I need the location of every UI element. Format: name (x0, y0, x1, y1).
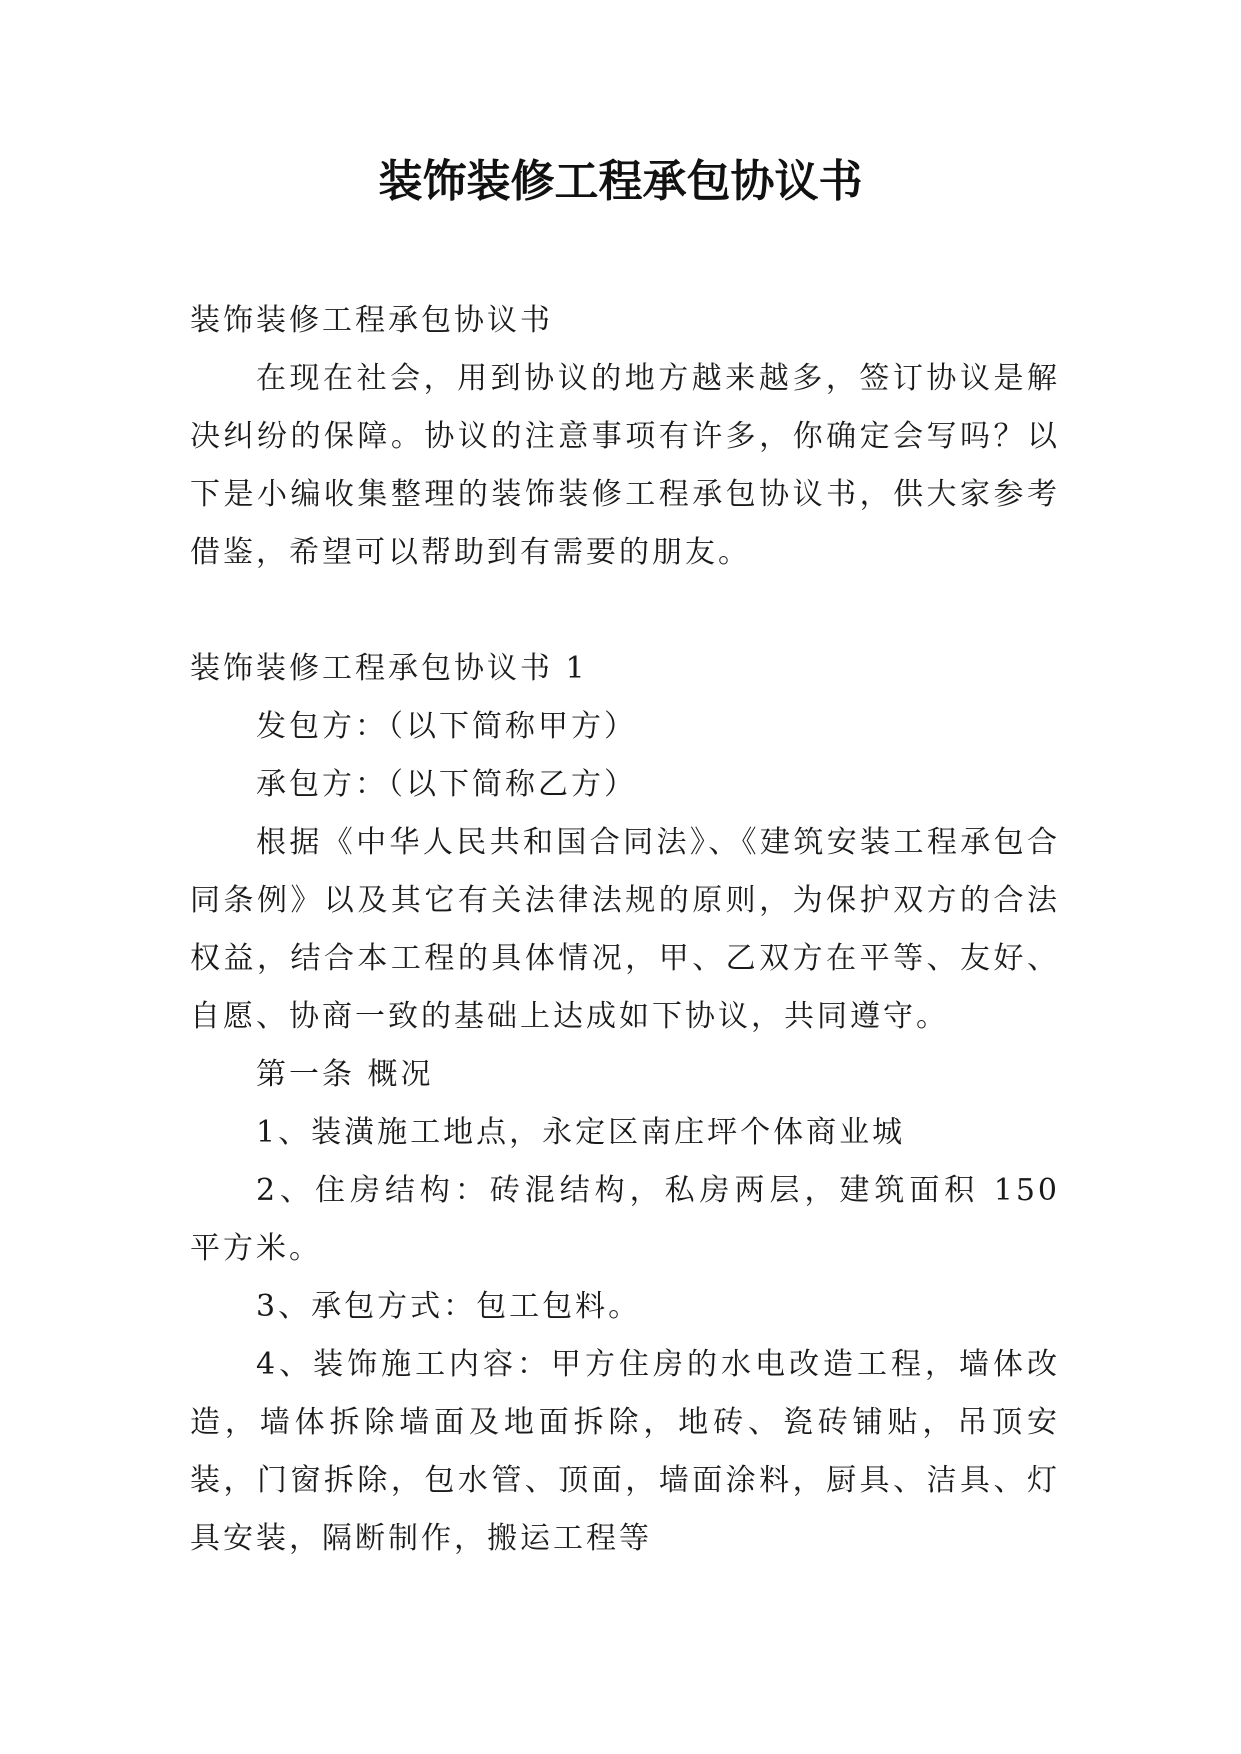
legal-basis-paragraph: 根据《中华人民共和国合同法》、《建筑安装工程承包合同条例》以及其它有关法律法规的原则，为保护双方的合法权益，结合本工程的具体情况，甲、乙双方在平等、友好、自愿、协商一致的基础上达成如下协议，共同遵守。 (190, 825, 1060, 1034)
section-heading: 装饰装修工程承包协议书 1 (190, 651, 588, 686)
article-one-heading: 第一条 概况 (256, 1057, 434, 1092)
document-title: 装饰装修工程承包协议书 (378, 156, 863, 207)
clause-contract-type: 3、承包方式：包工包料。 (256, 1289, 642, 1324)
clause-location: 1、装潢施工地点，永定区南庄坪个体商业城 (256, 1115, 906, 1150)
party-b-line: 承包方：（以下简称乙方） (256, 767, 637, 802)
clause-structure: 2、住房结构：砖混结构，私房两层，建筑面积 150 平方米。 (190, 1173, 1060, 1266)
section-gap (190, 582, 1060, 640)
intro-paragraph: 在现在社会，用到协议的地方越来越多，签订协议是解决纠纷的保障。协议的注意事项有许多，你确定会写吗？以下是小编收集整理的装饰装修工程承包协议书，供大家参考借鉴，希望可以帮助到有需要的朋友。 (190, 361, 1060, 570)
document-body (190, 292, 1060, 1568)
clause-scope: 4、装饰施工内容：甲方住房的水电改造工程，墙体改造，墙体拆除墙面及地面拆除，地砖、瓷砖铺贴，吊顶安装，门窗拆除，包水管、顶面，墙面涂料，厨具、洁具、灯具安装，隔断制作，搬运工程等 (190, 1347, 1060, 1556)
document-subtitle: 装饰装修工程承包协议书 (190, 303, 553, 338)
party-a-line: 发包方：（以下简称甲方） (256, 709, 637, 744)
